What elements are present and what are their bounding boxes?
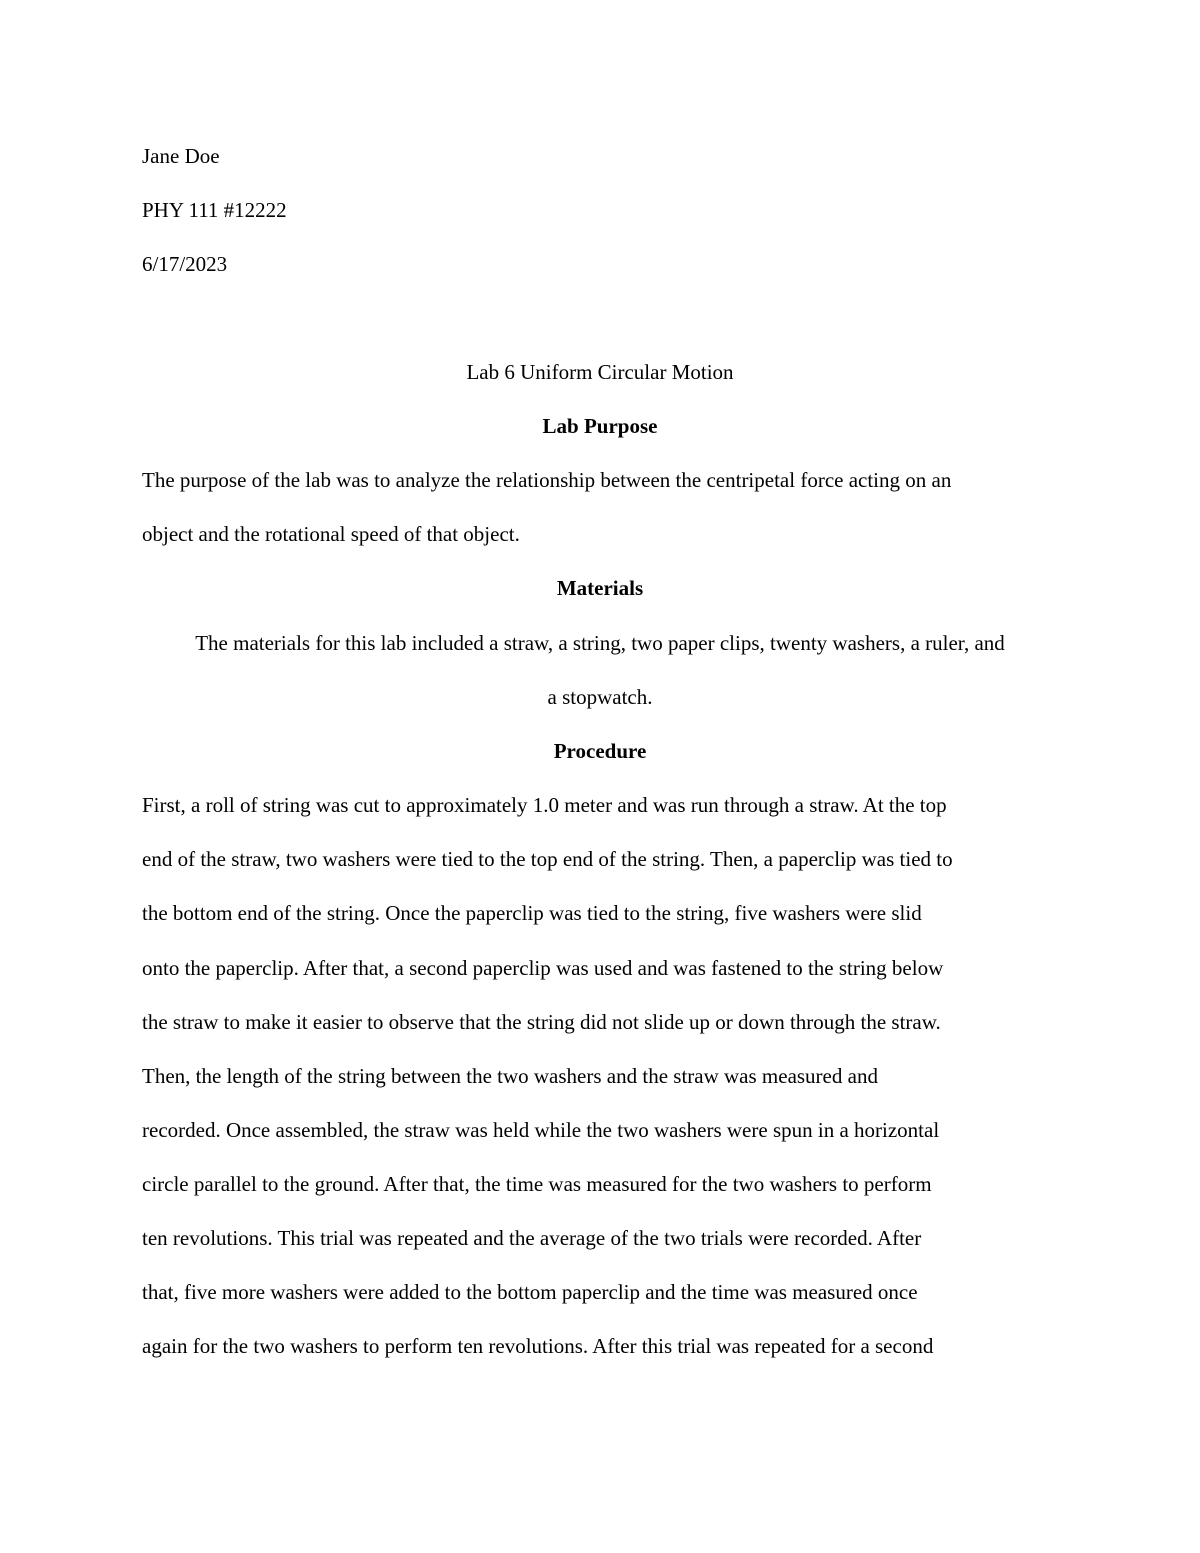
document-date: 6/17/2023 [142,252,228,276]
procedure-line: end of the straw, two washers were tied to the top end of the string. Then, a paperclip was tied to [142,847,953,871]
purpose-line: The purpose of the lab was to analyze the relationship between the centripetal force acting on an [142,468,952,492]
procedure-line: circle parallel to the ground. After that, the time was measured for the two washers to perform [142,1172,932,1196]
purpose-line: object and the rotational speed of that object. [142,522,520,546]
procedure-line: that, five more washers were added to the bottom paperclip and the time was measured once [142,1280,918,1304]
procedure-line: recorded. Once assembled, the straw was held while the two washers were spun in a horizontal [142,1118,940,1142]
course-code: PHY 111 #12222 [142,198,287,222]
procedure-heading: Procedure [553,739,647,763]
procedure-line: ten revolutions. This trial was repeated and the average of the two trials were recorded. After [142,1226,922,1250]
materials-line: a stopwatch. [547,685,653,709]
procedure-line: the straw to make it easier to observe that the string did not slide up or down through the straw. [142,1010,941,1034]
procedure-line: First, a roll of string was cut to approximately 1.0 meter and was run through a straw. At the top [142,793,947,817]
procedure-line: again for the two washers to perform ten revolutions. After this trial was repeated for a second [142,1334,934,1358]
materials-line: The materials for this lab included a straw, a string, two paper clips, twenty washers, a ruler, and [195,631,1005,655]
procedure-line: onto the paperclip. After that, a second paperclip was used and was fastened to the string below [142,956,944,980]
purpose-heading: Lab Purpose [542,414,658,438]
author-name: Jane Doe [142,144,220,168]
procedure-line: Then, the length of the string between the two washers and the straw was measured and [142,1064,878,1088]
document-title: Lab 6 Uniform Circular Motion [466,360,734,384]
procedure-line: the bottom end of the string. Once the paperclip was tied to the string, five washers were slid [142,901,922,925]
materials-heading: Materials [556,576,644,600]
